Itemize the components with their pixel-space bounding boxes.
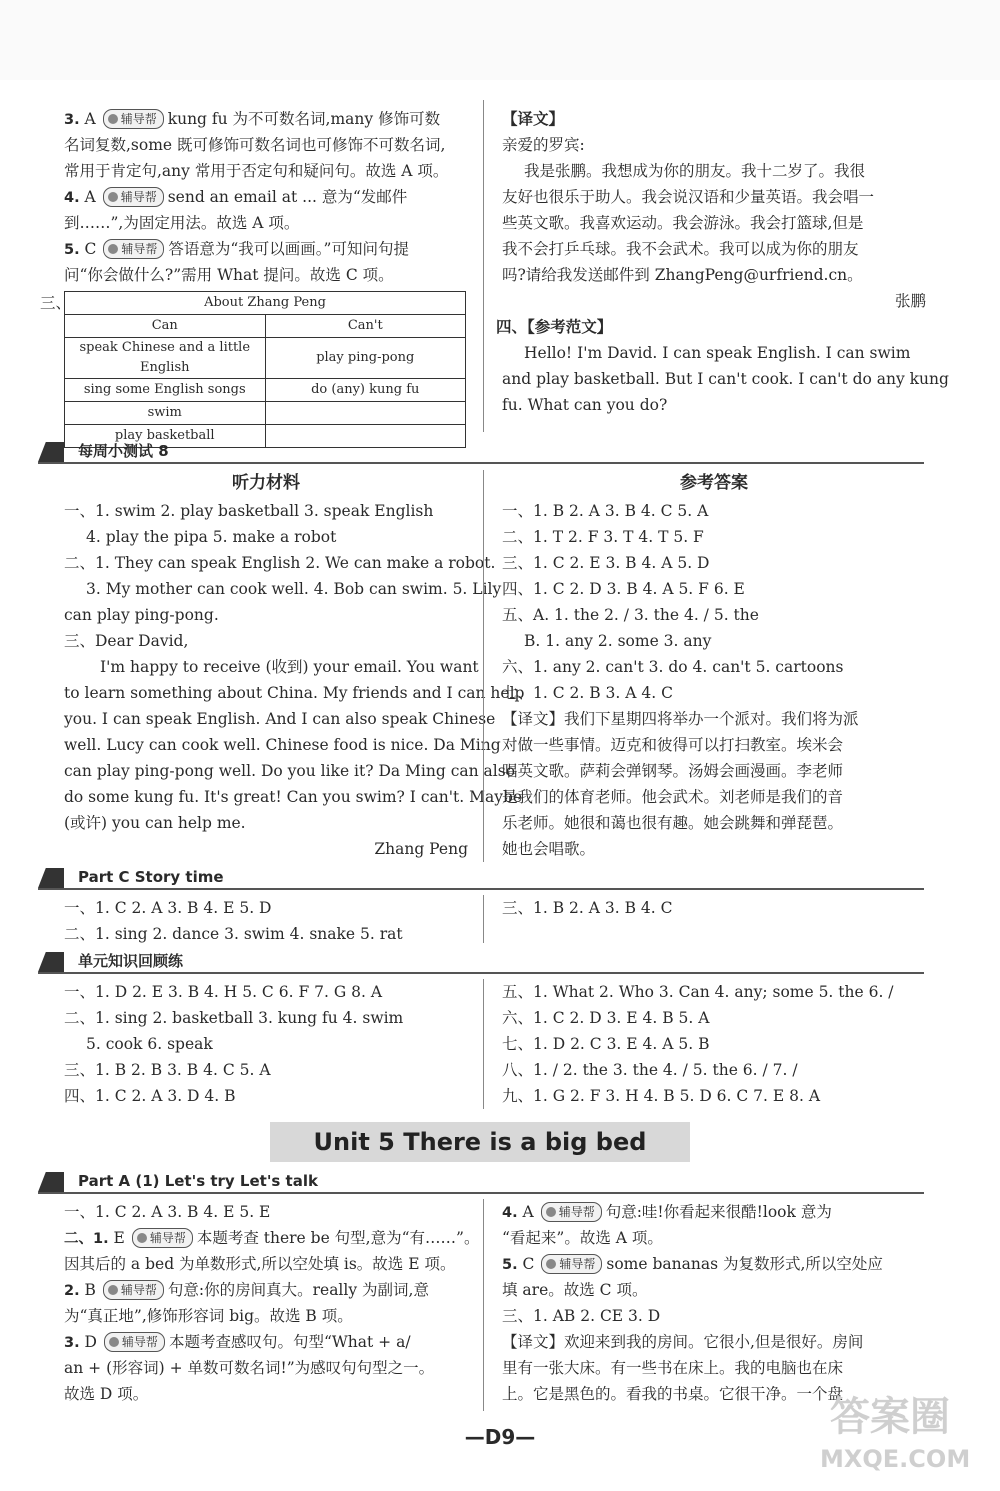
fudaobang-badge: 辅导帮 — [541, 1202, 602, 1222]
table-cell — [265, 402, 466, 425]
explanation-line: 填 are。故选 C 项。 — [502, 1281, 648, 1299]
item-number: 5. — [64, 242, 80, 258]
top-left-explanations — [64, 106, 468, 288]
answer-line: 二、1. sing 2. basketball 3. kung fu 4. swim — [64, 1009, 404, 1027]
unit-title: Unit 5 There is a big bed — [313, 1128, 647, 1156]
translation-line: 上。它是黑色的。看我的书桌。它很干净。一个盘 — [502, 1385, 844, 1403]
fudaobang-badge: 辅导帮 — [103, 1280, 164, 1300]
item-number: 3. — [64, 1335, 80, 1351]
page-number: —D9— — [464, 1425, 536, 1449]
answer-line: 九、1. G 2. F 3. H 4. B 5. D 6. C 7. E 8. A — [502, 1087, 821, 1105]
item-answer: B — [84, 1281, 96, 1299]
answer-line: 唱英文歌。萨莉会弹钢琴。汤姆会画漫画。李老师 — [502, 762, 844, 780]
fudaobang-badge: 辅导帮 — [103, 109, 164, 129]
table-cell: swim — [65, 402, 266, 425]
answer-line: 一、1. C 2. A 3. B 4. E 5. D — [64, 899, 272, 917]
table-cell: do (any) kung fu — [265, 379, 466, 402]
listening-line: can play ping-pong. — [64, 606, 219, 624]
section-marker-icon — [38, 868, 64, 888]
reference-answers — [502, 470, 926, 862]
essay-line: Hello! I'm David. I can speak English. I can swim — [524, 344, 911, 362]
item-answer: C — [84, 240, 97, 258]
answer-line: 5. cook 6. speak — [86, 1035, 213, 1053]
explanation-line: 常用于肯定句,any 常用于否定句和疑问句。故选 A 项。 — [64, 162, 449, 180]
section-header-part-a: Part A (1) Let's try Let's talk — [38, 1170, 924, 1194]
explanation-line: 本题考查 there be 句型,意为“有……”。 — [196, 1229, 480, 1247]
essay-line: fu. What can you do? — [502, 396, 668, 414]
listening-line: 3. My mother can cook well. 4. Bob can swim. 5. Lily — [86, 580, 502, 598]
answer-line: 三、1. AB 2. CE 3. D — [502, 1307, 661, 1325]
explanation-line: an + (形容词) + 单数可数名词!”为感叹句句型之一。 — [64, 1359, 435, 1377]
answer-line: 六、1. C 2. D 3. E 4. B 5. A — [502, 1009, 710, 1027]
table-cell: play basketball — [65, 425, 266, 448]
fudaobang-badge: 辅导帮 — [103, 187, 164, 207]
translation-line: 友好也很乐于助人。我会说汉语和少量英语。我会唱一 — [502, 188, 875, 206]
explanation-line: 本题考查感叹句。句型“What + a/ — [168, 1333, 411, 1351]
item-answer: E — [113, 1229, 125, 1247]
table-cell: play ping-pong — [265, 338, 466, 379]
listening-line: can play ping-pong well. Do you like it? Da Ming can also — [64, 762, 516, 780]
answer-line: 六、1. any 2. can't 3. do 4. can't 5. cartoons — [502, 658, 844, 676]
part-a-left — [64, 1199, 480, 1407]
translation-line: 我不会打乒乓球。我不会武术。我可以成为你的朋友 — [502, 240, 859, 258]
column-divider — [483, 100, 484, 432]
column-divider — [483, 979, 484, 1109]
answer-line: 五、1. What 2. Who 3. Can 4. any; some 5. the 6. / — [502, 983, 894, 1001]
listening-line: 4. play the pipa 5. make a robot — [86, 528, 337, 546]
explanation-line: kung fu 为不可数名词,many 修饰可数 — [167, 110, 441, 128]
item-number: 4. — [502, 1205, 518, 1221]
listening-line: well. Lucy can cook well. Chinese food is nice. Da Ming — [64, 736, 501, 754]
subhead-listening: 听力材料 — [232, 473, 300, 493]
answer-line: 一、1. B 2. A 3. B 4. C 5. A — [502, 502, 709, 520]
translation-line: 里有一张大床。有一些书在床上。我的电脑也在床 — [502, 1359, 844, 1377]
column-divider — [483, 895, 484, 943]
item-number: 3. — [64, 112, 80, 128]
answer-line: 四、1. C 2. D 3. B 4. A 5. F 6. E — [502, 580, 745, 598]
translation-label: 【译文】 — [502, 109, 565, 128]
table-cell: speak Chinese and a little English — [65, 338, 266, 379]
unit-review-right — [502, 979, 926, 1109]
salutation: 亲爱的罗宾: — [502, 136, 585, 154]
fudaobang-badge: 辅导帮 — [104, 1332, 165, 1352]
model-essay-label: 四、【参考范文】 — [496, 317, 613, 336]
badge-icon — [108, 114, 118, 124]
section-marker-icon — [38, 1172, 64, 1192]
explanation-line: 答语意为“我可以画画。”可知问句提 — [168, 240, 409, 258]
page-top-margin — [0, 0, 1000, 80]
listening-line: 一、1. swim 2. play basketball 3. speak English — [64, 502, 434, 520]
item-number: 2. — [64, 1283, 80, 1299]
answer-line: 三、1. B 2. B 3. B 4. C 5. A — [64, 1061, 271, 1079]
fudaobang-badge: 辅导帮 — [103, 239, 164, 259]
answer-line: 五、A. 1. the 2. / 3. the 4. / 5. the — [502, 606, 759, 624]
section-header-weekly-test: 每周小测试 8 — [38, 440, 924, 464]
part-a-right — [502, 1199, 926, 1407]
answer-line: 二、1. T 2. F 3. T 4. T 5. F — [502, 528, 704, 546]
answer-line: B. 1. any 2. some 3. any — [524, 632, 712, 650]
translation-line: 【译文】欢迎来到我的房间。它很小,但是很好。房间 — [502, 1333, 864, 1351]
table-header: Can't — [265, 315, 466, 338]
subhead-answers: 参考答案 — [680, 473, 748, 493]
item-answer: A — [84, 110, 96, 128]
item-number: 4. — [64, 190, 80, 206]
listening-line: you. I can speak English. And I can also speak Chinese — [64, 710, 496, 728]
answer-line: 一、1. C 2. A 3. B 4. E 5. E — [64, 1203, 271, 1221]
badge-icon — [137, 1233, 147, 1243]
answer-line: 乐老师。她很和蔼也很有趣。她会跳舞和弹琵琶。 — [502, 814, 844, 832]
explanation-line: 问“你会做什么?”需用 What 提问。故选 C 项。 — [64, 266, 394, 284]
table-cell: sing some English songs — [65, 379, 266, 402]
listening-material — [64, 470, 525, 862]
item-answer: D — [84, 1333, 97, 1351]
listening-signature: Zhang Peng — [374, 840, 468, 858]
explanation-line: 句意:哇!你看起来很酷!look 意为 — [605, 1203, 832, 1221]
answer-line: 对做一些事情。迈克和彼得可以打扫教室。埃米会 — [502, 736, 844, 754]
badge-icon — [108, 1285, 118, 1295]
answer-line: 她也会唱歌。 — [502, 840, 596, 858]
section-header-story-time: Part C Story time — [38, 866, 924, 890]
item-number: 二、1. — [64, 1231, 109, 1247]
answer-line: 四、1. C 2. A 3. D 4. B — [64, 1087, 236, 1105]
listening-line: (或许) you can help me. — [64, 814, 246, 832]
signature: 张鹏 — [894, 292, 926, 310]
unit-review-left — [64, 979, 468, 1109]
item-answer: C — [522, 1255, 535, 1273]
story-time-right — [502, 895, 926, 921]
fudaobang-badge: 辅导帮 — [541, 1254, 602, 1274]
explanation-line: 句意:你的房间真大。really 为副词,意 — [167, 1281, 429, 1299]
answer-line: 一、1. D 2. E 3. B 4. H 5. C 6. F 7. G 8. A — [64, 983, 383, 1001]
essay-line: and play basketball. But I can't cook. I can't do any kung — [502, 370, 949, 388]
item-number: 5. — [502, 1257, 518, 1273]
item-answer: A — [84, 188, 96, 206]
explanation-line: 到……”,为固定用法。故选 A 项。 — [64, 214, 300, 232]
answer-line: 七、1. D 2. C 3. E 4. A 5. B — [502, 1035, 710, 1053]
answer-line: 三、1. B 2. A 3. B 4. C — [502, 899, 673, 917]
explanation-line: send an email at ... 意为“发邮件 — [167, 188, 408, 206]
explanation-line: 名词复数,some 既可修饰可数名词也可修饰不可数名词, — [64, 136, 446, 154]
badge-icon — [109, 1337, 119, 1347]
watermark-logo: 答案圈 MXQE.COM — [820, 1394, 971, 1473]
story-time-left — [64, 895, 468, 947]
answer-line: 是我们的体育老师。他会武术。刘老师是我们的音 — [502, 788, 844, 806]
fudaobang-badge: 辅导帮 — [132, 1228, 193, 1248]
table-title: About Zhang Peng — [65, 292, 466, 315]
section-marker-icon — [38, 952, 64, 972]
listening-line: 二、1. They can speak English 2. We can make a robot. — [64, 554, 496, 572]
explanation-line: 故选 D 项。 — [64, 1385, 149, 1403]
column-divider — [483, 470, 484, 862]
translation-line: 些英文歌。我喜欢运动。我会游泳。我会打篮球,但是 — [502, 214, 864, 232]
listening-line: do some kung fu. It's great! Can you swim? I can't. Maybe — [64, 788, 523, 806]
section-header-unit-review: 单元知识回顾练 — [38, 950, 924, 974]
badge-icon — [546, 1259, 556, 1269]
badge-icon — [546, 1207, 556, 1217]
section-marker-icon — [38, 442, 64, 462]
answer-line: 八、1. / 2. the 3. the 4. / 5. the 6. / 7. / — [502, 1061, 798, 1079]
item-answer: A — [522, 1203, 534, 1221]
translation-line: 我是张鹏。我想成为你的朋友。我十二岁了。我很 — [524, 162, 866, 180]
answer-line: 三、1. C 2. E 3. B 4. A 5. D — [502, 554, 710, 572]
answer-line: 【译文】我们下星期四将举办一个派对。我们将为派 — [502, 710, 859, 728]
translation-line: 吗?请给我发送邮件到 ZhangPeng@urfriend.cn。 — [502, 266, 863, 284]
explanation-line: 因其后的 a bed 为单数形式,所以空处填 is。故选 E 项。 — [64, 1255, 456, 1273]
explanation-line: 为“真正地”,修饰形容词 big。故选 B 项。 — [64, 1307, 353, 1325]
badge-icon — [108, 244, 118, 254]
answer-line: 七、1. C 2. B 3. A 4. C — [502, 684, 673, 702]
column-divider — [483, 1199, 484, 1411]
badge-icon — [108, 192, 118, 202]
explanation-line: some bananas 为复数形式,所以空处应 — [606, 1255, 883, 1273]
about-zhang-peng-table — [64, 291, 466, 448]
listening-line: 三、Dear David, — [64, 632, 189, 650]
answer-line: 二、1. sing 2. dance 3. swim 4. snake 5. rat — [64, 925, 403, 943]
listening-line: to learn something about China. My friends and I can help — [64, 684, 525, 702]
top-right-translation — [496, 106, 949, 418]
explanation-line: “看起来”。故选 A 项。 — [502, 1229, 663, 1247]
section-label-san: 三、 — [40, 294, 72, 312]
listening-line: I'm happy to receive (收到) your email. You want — [100, 658, 479, 676]
table-header: Can — [65, 315, 266, 338]
